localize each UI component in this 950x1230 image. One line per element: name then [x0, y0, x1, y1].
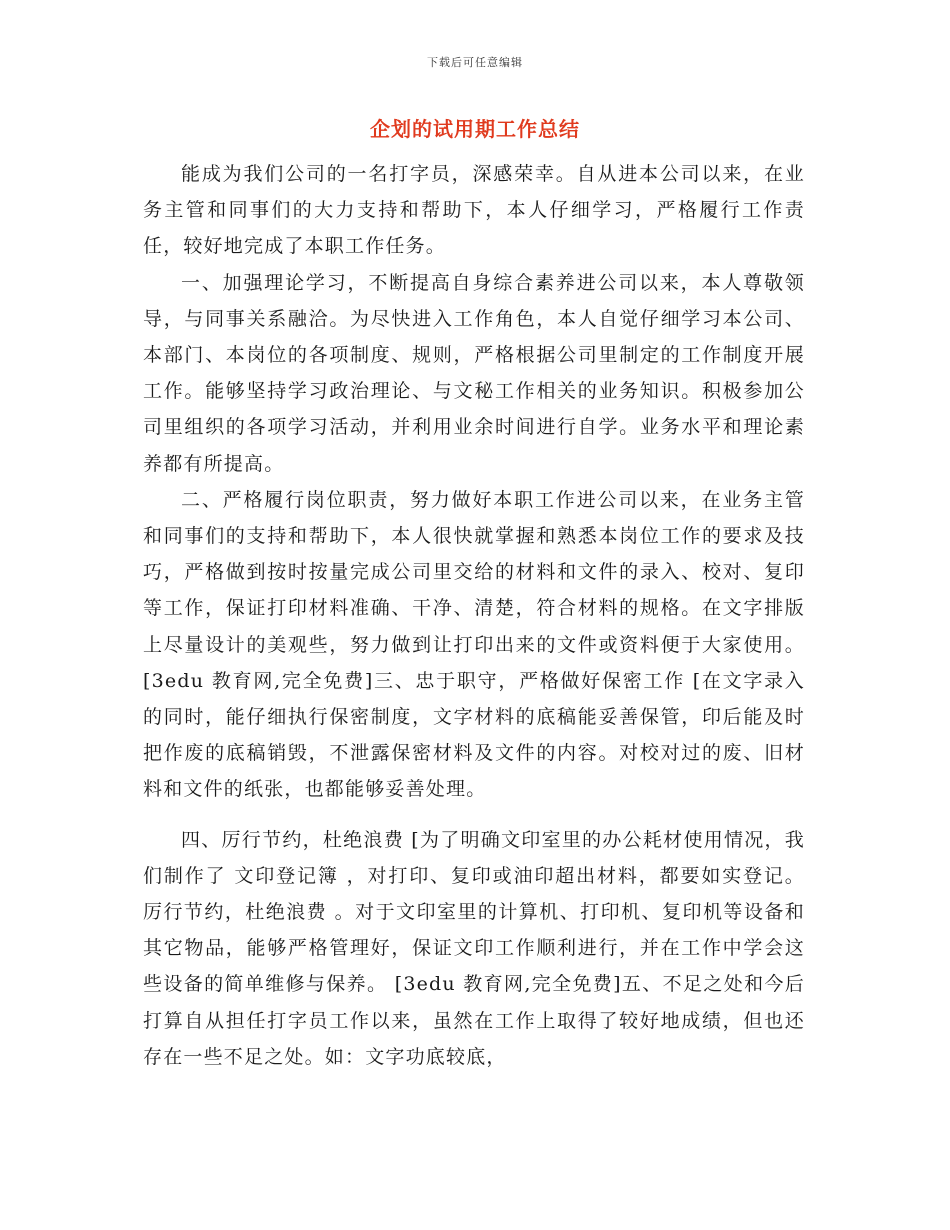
paragraph-section-4-5: 四、厉行节约，杜绝浪费 [为了明确文印室里的办公耗材使用情况，我们制作了 文印登记簿 ，对打印、复印或油印超出材料，都要如实登记。 厉行节约，杜绝浪费 。对于文印室里的计算机、打印机、复印机等设备和其它物品，能够严格管理好，保证文印工作顺利进行，并在工作中学会这些设备的简单维修与保养。 [3edu 教育网,完全免费]五、不足之处和今后打算自从担任打字员工作以来，虽然在工作上取得了较好地成绩，但也还存在一些不足之处。如：文字功底较底，	[143, 828, 805, 1068]
document-body	[143, 156, 805, 1075]
document-title: 企划的试用期工作总结	[370, 117, 580, 141]
paragraph-intro: 能成为我们公司的一名打字员，深感荣幸。自从进本公司以来，在业务主管和同事们的大力支持和帮助下，本人仔细学习，严格履行工作责任，较好地完成了本职工作任务。	[143, 163, 805, 258]
paragraph-section-2-3: 二、严格履行岗位职责，努力做好本职工作进公司以来，在业务主管和同事们的支持和帮助下，本人很快就掌握和熟悉本岗位工作的要求及技巧，严格做到按时按量完成公司里交给的材料和文件的录入、校对、复印等工作，保证打印材料准确、干净、清楚，符合材料的规格。在文字排版上尽量设计的美观些，努力做到让打印出来的文件或资料便于大家使用。 [3edu 教育网,完全免费]三、忠于职守，严格做好保密工作 [在文字录入的同时，能仔细执行保密制度，文字材料的底稿能妥善保管，印后能及时把作废的底稿销毁，不泄露保密材料及文件的内容。对校对过的废、旧材料和文件的纸张，也都能够妥善处理。	[143, 488, 805, 801]
paragraph-section-1: 一、加强理论学习，不断提高自身综合素养进公司以来，本人尊敬领导，与同事关系融洽。为尽快进入工作角色，本人自觉仔细学习本公司、本部门、本岗位的各项制度、规则，严格根据公司里制定的工作制度开展工作。能够坚持学习政治理论、与文秘工作相关的业务知识。积极参加公司里组织的各项学习活动，并利用业余时间进行自学。业务水平和理论素养都有所提高。	[143, 271, 805, 475]
header-note: 下载后可任意编辑	[427, 56, 523, 69]
